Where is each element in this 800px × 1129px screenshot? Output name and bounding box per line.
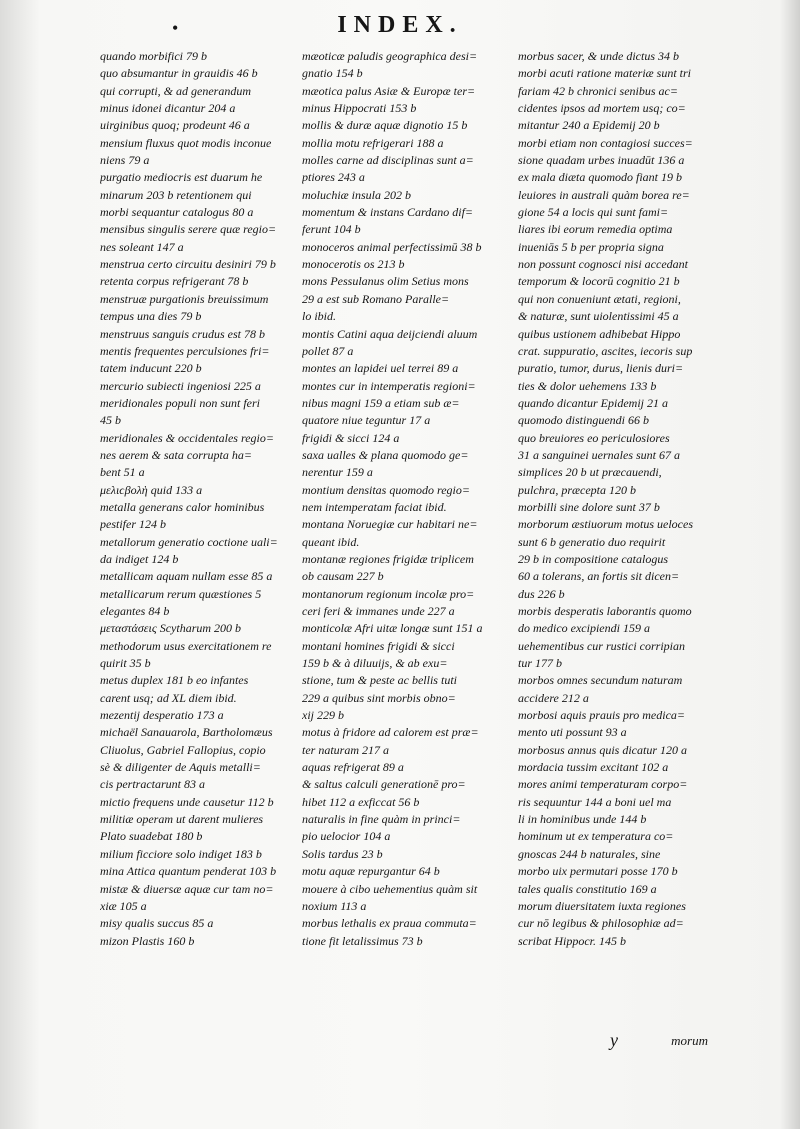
page-title: INDEX. — [337, 12, 463, 38]
index-columns — [100, 48, 720, 1038]
index-entry: morbi acuti ratione materiæ sunt tri — [518, 66, 692, 81]
index-entry: mizon Plastis 160 b — [100, 933, 195, 948]
index-entry: inueniās 5 b per propria signa — [518, 239, 664, 254]
index-entry: scribat Hippocr. 145 b — [518, 933, 626, 948]
index-entry: fariam 42 b chronici senibus ac= — [518, 83, 678, 98]
ink-dot: • — [172, 18, 179, 38]
index-entry: metalla generans calor hominibus — [100, 499, 265, 514]
index-entry: montani homines frigidi & sicci — [302, 638, 455, 653]
index-entry: tione fit letalissimus 73 b — [302, 933, 423, 948]
index-entry: li in hominibus unde 144 b — [518, 812, 647, 827]
index-entry: 29 a est sub Romano Paralle= — [302, 291, 450, 306]
index-entry: qui corrupti, & ad generandum — [100, 83, 251, 98]
index-entry: crat. suppuratio, ascites, iecoris sup — [518, 343, 693, 358]
index-entry: minus idonei dicantur 204 a — [100, 101, 236, 116]
index-entry: hibet 112 a exficcat 56 b — [302, 794, 420, 809]
index-entry: tatem inducunt 220 b — [100, 361, 202, 376]
index-entry: morbilli sine dolore sunt 37 b — [518, 499, 660, 514]
index-entry: morbosus annus quis dicatur 120 a — [518, 742, 688, 757]
index-entry: morum diuersitatem iuxta regiones — [518, 898, 686, 913]
index-entry: montes an lapidei uel terrei 89 a — [302, 361, 459, 376]
index-entry: do medico excipiendi 159 a — [518, 621, 650, 636]
index-entry: ex mala diæta quomodo fiant 19 b — [518, 170, 682, 185]
index-entry: quando morbifici 79 b — [100, 49, 207, 63]
index-entry: montium densitas quomodo regio= — [302, 482, 470, 497]
index-entry: gnatio 154 b — [302, 66, 363, 81]
index-entry: elegantes 84 b — [100, 604, 170, 618]
index-column-3 — [518, 48, 720, 1038]
index-entry: meridionales & occidentales regio= — [100, 430, 274, 445]
index-entry: accidere 212 a — [518, 690, 589, 705]
index-entry: & naturæ, sunt uiolentissimi 45 a — [518, 309, 679, 324]
index-entry: mentis frequentes perculsiones fri= — [100, 343, 270, 358]
index-entry: μελιϲβολὴ quid 133 a — [100, 482, 203, 497]
index-entry: 60 a tolerans, an fortis sit dicen= — [518, 569, 680, 584]
index-entry: quirit 35 b — [100, 656, 151, 671]
index-entry: sione quadam urbes inuadūt 136 a — [518, 153, 685, 168]
index-entry: nerentur 159 a — [302, 465, 373, 480]
index-entry: da indiget 124 b — [100, 551, 179, 566]
index-entry: puratio, tumor, durus, lienis duri= — [518, 361, 684, 376]
index-entry: gnoscas 244 b naturales, sine — [518, 846, 661, 861]
index-entry: quibus ustionem adhibebat Hippo — [518, 326, 681, 341]
index-entry: misy qualis succus 85 a — [100, 916, 214, 931]
index-entry: mensium fluxus quot modis inconue — [100, 135, 272, 150]
index-entry: monocerotis os 213 b — [302, 257, 405, 272]
index-entry: frigidi & sicci 124 a — [302, 430, 400, 445]
index-entry: mezentij desperatio 173 a — [100, 708, 224, 723]
index-entry: montanorum regionum incolæ pro= — [302, 586, 475, 601]
index-entry: nes soleant 147 a — [100, 239, 184, 254]
index-entry: gione 54 a locis qui sunt fami= — [518, 205, 669, 220]
index-entry: morbosi aquis prauis pro medica= — [518, 708, 685, 723]
index-entry: molles carne ad disciplinas sunt a= — [302, 153, 474, 168]
index-entry: queant ibid. — [302, 534, 360, 549]
index-entry: tales qualis constitutio 169 a — [518, 881, 657, 896]
index-entry: mensibus singulis serere quæ regio= — [100, 222, 277, 237]
index-entry: meridionales populi non sunt feri — [100, 395, 260, 410]
index-entry: simplices 20 b ut præcauendi, — [518, 465, 662, 480]
index-entry: non possunt cognosci nisi accedant — [518, 257, 688, 272]
index-entry: aquas refrigerat 89 a — [302, 760, 404, 775]
index-entry: 45 b — [100, 413, 121, 428]
index-entry: tur 177 b — [518, 656, 563, 671]
index-entry: mores animi temperaturam corpo= — [518, 777, 688, 792]
index-entry: menstrua certo circuitu desiniri 79 b — [100, 257, 276, 272]
index-entry: xij 229 b — [302, 708, 344, 723]
index-entry: monoceros animal perfectissimū 38 b — [302, 239, 482, 254]
index-entry: pulchra, præcepta 120 b — [518, 482, 636, 497]
index-entry: metallicarum rerum quæstiones 5 — [100, 586, 262, 601]
index-entry: saxa ualles & plana quomodo ge= — [302, 447, 469, 462]
index-column-2 — [302, 48, 510, 1038]
index-entry: Plato suadebat 180 b — [100, 829, 203, 844]
index-entry: metallicam aquam nullam esse 85 a — [100, 569, 273, 584]
index-entry: mento uti possunt 93 a — [518, 725, 627, 740]
index-entry: niens 79 a — [100, 153, 150, 168]
index-entry: montana Noruegiæ cur habitari ne= — [302, 517, 478, 532]
index-entry: cur nō legibus & philosophiæ ad= — [518, 916, 684, 931]
index-entry: ob causam 227 b — [302, 569, 384, 584]
index-entry: ter naturam 217 a — [302, 742, 389, 757]
index-entry: quatore niue teguntur 17 a — [302, 413, 431, 428]
index-entry: militiæ operam ut darent mulieres — [100, 812, 264, 827]
index-entry: mictio frequens unde causetur 112 b — [100, 794, 274, 809]
index-entry: noxium 113 a — [302, 898, 367, 913]
index-entry: morborum æstiuorum motus ueloces — [518, 517, 694, 532]
index-entry: μεταστάσεις Scytharum 200 b — [100, 621, 242, 636]
index-entry: mina Attica quantum penderat 103 b — [100, 864, 277, 879]
index-entry: ferunt 104 b — [302, 222, 361, 237]
index-entry: menstruus sanguis crudus est 78 b — [100, 326, 266, 341]
index-entry: leuiores in australi quàm borea re= — [518, 187, 690, 202]
index-entry: montanæ regiones frigidæ triplicem — [302, 551, 474, 566]
index-entry: hominum ut ex temperatura co= — [518, 829, 674, 844]
index-entry: temporum & locorū cognitio 21 b — [518, 274, 680, 289]
index-entry: montis Catini aqua deijciendi aluum — [302, 326, 478, 341]
index-entry: sunt 6 b generatio duo requirit — [518, 534, 666, 549]
index-entry: quomodo distinguendi 66 b — [518, 413, 649, 428]
index-entry: mordacia tussim excitant 102 a — [518, 760, 669, 775]
index-entry: monticolæ Afri uitæ longæ sunt 151 a — [302, 621, 483, 636]
index-entry: Cliuolus, Gabriel Fallopius, copio — [100, 742, 266, 757]
index-entry: moluchiæ insula 202 b — [302, 187, 412, 202]
index-entry: minus Hippocrati 153 b — [302, 101, 417, 116]
index-entry: minarum 203 b retentionem qui — [100, 187, 252, 202]
index-entry: pestifer 124 b — [100, 517, 166, 532]
index-entry: mollia motu refrigerari 188 a — [302, 135, 444, 150]
index-entry: milium ficciore solo indiget 183 b — [100, 846, 262, 861]
index-entry: 31 a sanguinei uernales sunt 67 a — [518, 447, 680, 462]
index-entry: michaël Sanauarola, Bartholomæus — [100, 725, 273, 740]
index-entry: pio uelocior 104 a — [302, 829, 391, 844]
index-entry: metallorum generatio coctione uali= — [100, 534, 278, 549]
index-entry: ties & dolor uehemens 133 b — [518, 378, 657, 393]
index-entry: quando dicantur Epidemij 21 a — [518, 395, 668, 410]
index-entry: cis pertractarunt 83 a — [100, 777, 205, 792]
index-entry: naturalis in fine quàm in princi= — [302, 812, 461, 827]
index-entry: purgatio mediocris est duarum he — [100, 170, 263, 185]
index-entry: ris sequuntur 144 a boni uel ma — [518, 794, 672, 809]
index-entry: ceri feri & immanes unde 227 a — [302, 604, 455, 618]
index-entry: mæoticæ paludis geographica desi= — [302, 49, 478, 63]
index-entry: & saltus calculi generationē pro= — [302, 777, 466, 792]
index-entry: 29 b in compositione catalogus — [518, 551, 668, 566]
index-entry: metus duplex 181 b eo infantes — [100, 673, 249, 688]
index-entry: lo ibid. — [302, 309, 337, 324]
index-entry: liares ibi eorum remedia optima — [518, 222, 673, 237]
index-entry: morbo uix permutari posse 170 b — [518, 864, 678, 879]
index-entry: mouere à cibo uehementius quàm sit — [302, 881, 478, 896]
index-entry: cidentes ipsos ad mortem usq; co= — [518, 101, 686, 116]
index-entry: mons Pessulanus olim Setius mons — [302, 274, 469, 289]
index-entry: morbus lethalis ex praua commuta= — [302, 916, 477, 931]
index-entry: nes aerem & sata corrupta ha= — [100, 447, 252, 462]
index-entry: mitantur 240 a Epidemij 20 b — [518, 118, 660, 133]
index-entry: retenta corpus refrigerant 78 b — [100, 274, 249, 289]
catchword: morum — [671, 1033, 708, 1048]
index-entry: nem intemperatam faciat ibid. — [302, 499, 447, 514]
index-entry: mercurio subiecti ingeniosi 225 a — [100, 378, 261, 393]
index-entry: sè & diligenter de Aquis metalli= — [100, 760, 261, 775]
index-entry: quo absumantur in grauidis 46 b — [100, 66, 258, 81]
index-entry: dus 226 b — [518, 586, 565, 601]
index-entry: mollis & duræ aquæ dignotio 15 b — [302, 118, 468, 133]
index-entry: Solis tardus 23 b — [302, 846, 383, 861]
index-entry: tempus una dies 79 b — [100, 309, 202, 324]
index-entry: qui non conueniunt ætati, regioni, — [518, 291, 681, 306]
index-entry: bent 51 a — [100, 465, 145, 480]
index-entry: menstruæ purgationis breuissimum — [100, 291, 269, 306]
index-entry: stione, tum & peste ac bellis tuti — [302, 673, 457, 688]
index-entry: momentum & instans Cardano dif= — [302, 205, 473, 220]
index-entry: carent usq; ad XL diem ibid. — [100, 690, 237, 705]
index-entry: mistæ & diuersæ aquæ cur tam no= — [100, 881, 274, 896]
index-entry: morbos omnes secundum naturam — [518, 673, 683, 688]
index-entry: pollet 87 a — [302, 343, 354, 358]
index-entry: 229 a quibus sint morbis obno= — [302, 690, 456, 705]
index-entry: mæotica palus Asiæ & Europæ ter= — [302, 83, 476, 98]
index-entry: uirginibus quoq; prodeunt 46 a — [100, 118, 250, 133]
index-entry: morbis desperatis laborantis quomo — [518, 604, 692, 618]
signature-mark: y — [610, 1030, 618, 1050]
index-entry: nibus magni 159 a etiam sub æ= — [302, 395, 460, 410]
index-entry: uehementibus cur rustici corripian — [518, 638, 685, 653]
index-entry: xiæ 105 a — [100, 898, 147, 913]
index-entry: motu aquæ repurgantur 64 b — [302, 864, 440, 879]
index-entry: morbus sacer, & unde dictus 34 b — [518, 49, 679, 63]
index-entry: morbi sequantur catalogus 80 a — [100, 205, 254, 220]
index-column-1 — [100, 48, 294, 1038]
index-entry: quo breuiores eo periculosiores — [518, 430, 670, 445]
index-entry: methodorum usus exercitationem re — [100, 638, 272, 653]
index-entry: ptiores 243 a — [302, 170, 365, 185]
index-entry: morbi etiam non contagiosi succes= — [518, 135, 693, 150]
index-entry: montes cur in intemperatis regioni= — [302, 378, 476, 393]
index-entry: 159 b & à diluuijs, & ab exu= — [302, 656, 448, 671]
index-entry: motus à fridore ad calorem est præ= — [302, 725, 479, 740]
